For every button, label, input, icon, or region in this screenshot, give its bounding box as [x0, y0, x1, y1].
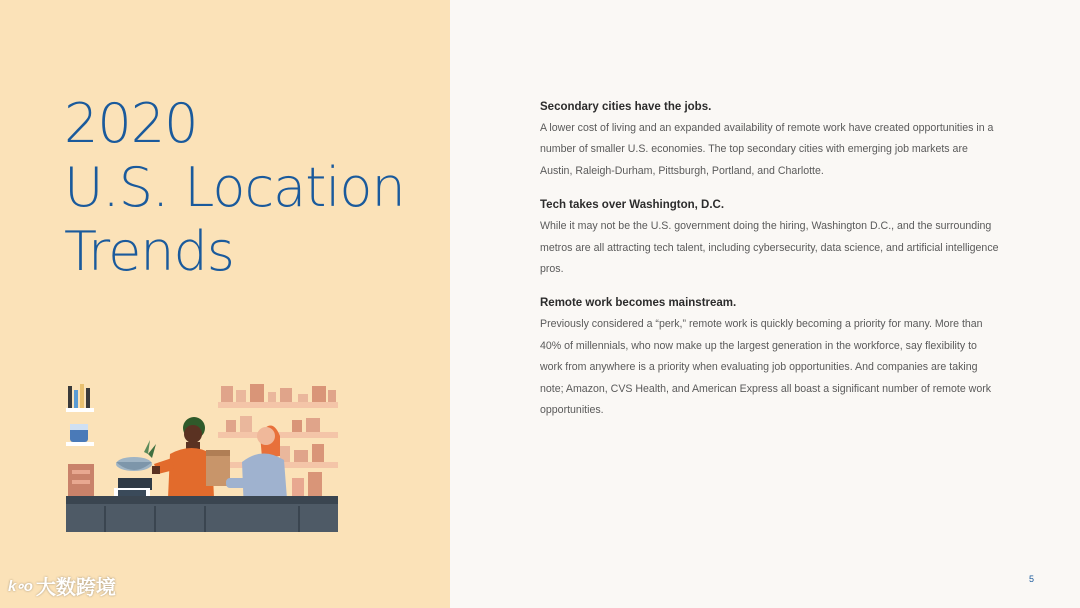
- section-heading: Tech takes over Washington, D.C.: [540, 199, 725, 212]
- section-heading: Secondary cities have the jobs.: [540, 101, 712, 113]
- watermark-text: 大数跨境: [35, 577, 116, 599]
- title-line-location: U.S. Location: [64, 156, 405, 219]
- watermark-logo: k∘o: [8, 577, 32, 595]
- page-title: [64, 92, 405, 284]
- section-body: While it may not be the U.S. government doing the hiring, Washington D.C., and the surrounding metros are all attracting tech talent, including cybersecurity, data science, and artificial intelligence pros.: [540, 220, 999, 276]
- page-number: 5: [1029, 574, 1035, 584]
- watermark: [8, 571, 116, 600]
- section-secondary-cities: [540, 98, 1000, 182]
- title-line-trends: Trends: [64, 220, 234, 283]
- title-line-year: 2020: [64, 92, 198, 155]
- section-body: Previously considered a “perk,” remote work is quickly becoming a priority for many. More than 40% of millennials, who now make up the largest generation in the workforce, say flexibility to work from anywhere is a priority when evaluating job opportunities. And companies are taking note; Amazon, CVS Health, and American Express all boast a significant number of remote work opportunities.: [540, 318, 992, 417]
- left-panel: [0, 0, 450, 608]
- section-heading: Remote work becomes mainstream.: [540, 297, 737, 310]
- section-body: A lower cost of living and an expanded availability of remote work have created opportunities in a number of smaller U.S. economies. The top secondary cities with emerging job markets are Austin, Raleigh-Durham, Pittsburgh, Portland, and Charlotte.: [540, 122, 994, 177]
- shop-counter-illustration: [66, 380, 338, 532]
- section-remote-work: [540, 294, 1000, 421]
- content-column: [540, 98, 1000, 435]
- section-washington-dc: [540, 196, 1000, 280]
